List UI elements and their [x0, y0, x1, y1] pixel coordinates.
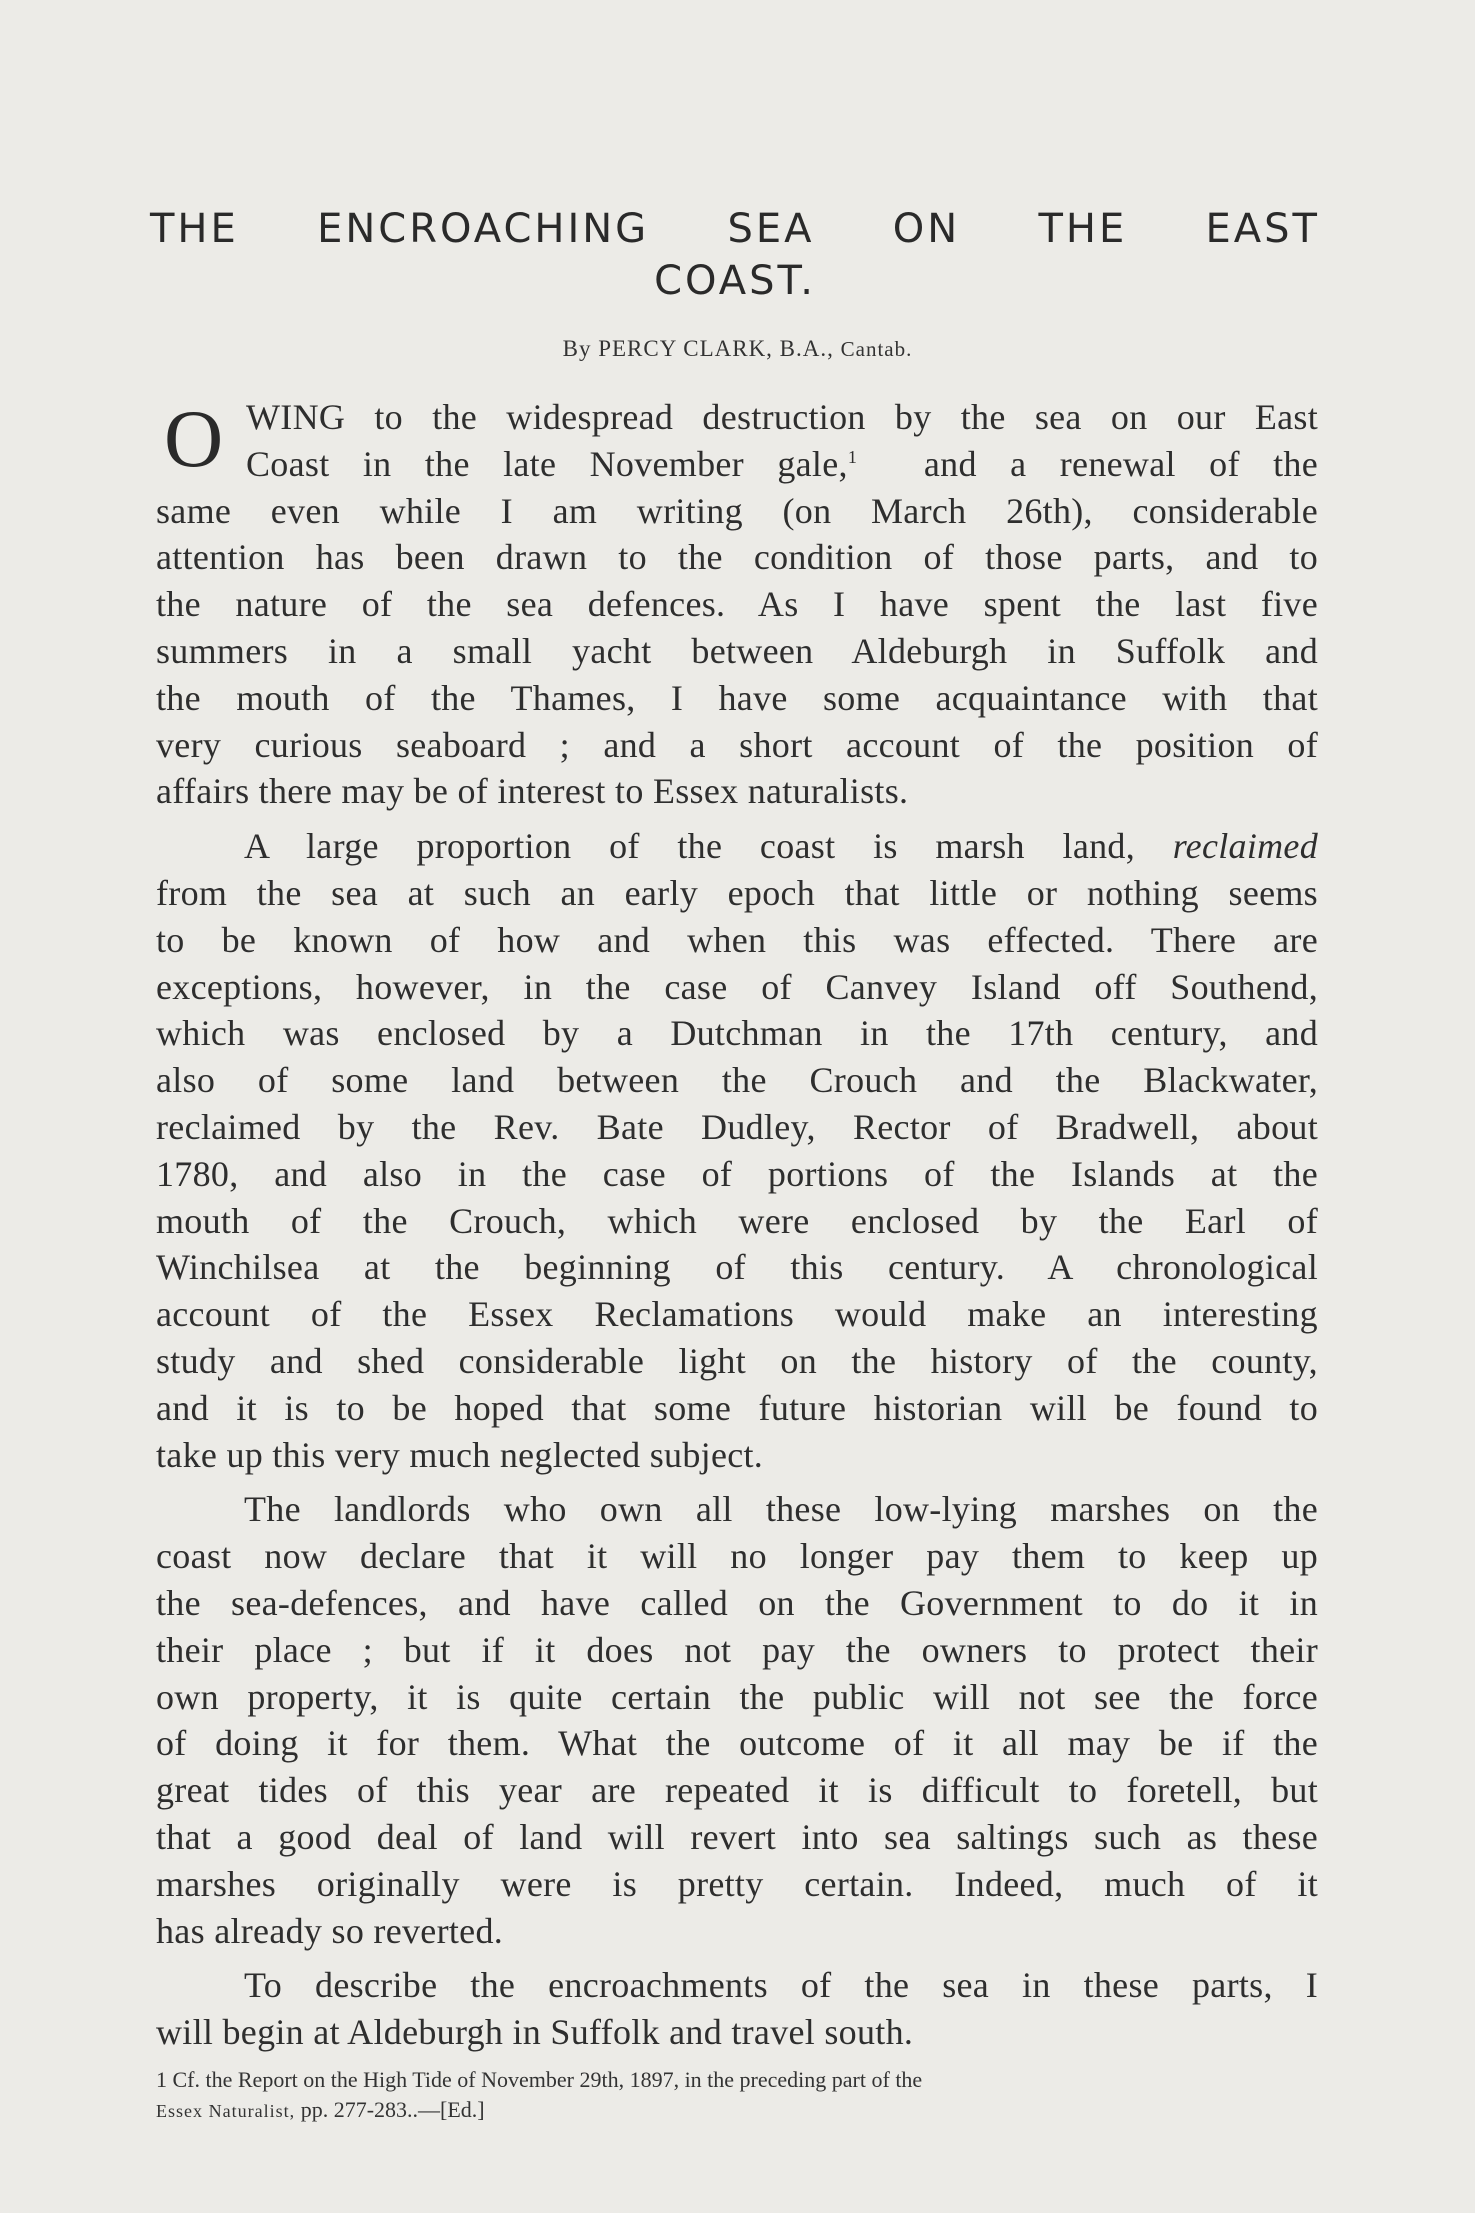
- text-line: of doing it for them. What the outcome of it all may be if the: [156, 1723, 1318, 1764]
- text-line: also of some land between the Crouch and the Blackwater,: [156, 1060, 1318, 1101]
- journal-name: Essex Naturalist,: [156, 2101, 296, 2121]
- paragraph-3: [156, 1486, 1318, 1954]
- article-title: [150, 203, 1320, 307]
- title-word: THE: [1038, 206, 1128, 252]
- text-line: same even while I am writing (on March 26th), considerable: [156, 490, 1318, 531]
- text-fragment: and a renewal of the: [923, 443, 1319, 484]
- text-fragment: Coast in the late November gale,: [246, 443, 848, 484]
- text-line: coast now declare that it will no longer pay them to keep up: [156, 1536, 1318, 1577]
- title-word: ENCROACHING: [317, 206, 650, 252]
- text-line: attention has been drawn to the condition of those parts, and to: [156, 537, 1318, 578]
- text-line: 1780, and also in the case of portions of the Islands at the: [156, 1153, 1318, 1194]
- title-word: THE: [150, 206, 239, 252]
- title-word: ON: [892, 206, 961, 252]
- text-line: the mouth of the Thames, I have some acquaintance with that: [156, 677, 1318, 718]
- text-line: marshes originally were is pretty certain. Indeed, much of it: [156, 1863, 1318, 1904]
- emphasis-text: reclaimed: [1172, 826, 1318, 867]
- byline-author: PERCY CLARK, B.A.,: [598, 336, 834, 361]
- byline-prefix: By: [562, 336, 592, 361]
- text-line: exceptions, however, in the case of Canvey Island off Southend,: [156, 966, 1318, 1007]
- title-line-1: [150, 203, 1320, 255]
- footnote-line: 1 Cf. the Report on the High Tide of November 29th, 1897, in the preceding part of the: [156, 2067, 923, 2092]
- text-line: great tides of this year are repeated it is difficult to foretell, but: [156, 1770, 1318, 1811]
- text-line: their place ; but if it does not pay the owners to protect their: [156, 1629, 1318, 1670]
- text-line: summers in a small yacht between Aldeburgh in Suffolk and: [156, 630, 1318, 671]
- footnote-ref: 1: [847, 446, 858, 467]
- text-fragment: A large proportion of the coast is marsh land,: [244, 826, 1135, 867]
- text-line: which was enclosed by a Dutchman in the 17th century, and: [156, 1013, 1318, 1054]
- text-line: affairs there may be of interest to Essex naturalists.: [156, 771, 909, 812]
- title-word: EAST: [1205, 206, 1320, 252]
- footnote-line: [156, 2095, 1316, 2126]
- text-line: to be known of how and when this was effected. There are: [156, 919, 1318, 960]
- article-body: [156, 394, 1318, 2056]
- text-line: will begin at Aldeburgh in Suffolk and travel south.: [156, 2012, 914, 2053]
- text-line: [156, 823, 1318, 870]
- text-line: very curious seaboard ; and a short account of the position of: [156, 724, 1318, 765]
- text-line: from the sea at such an early epoch that little or nothing seems: [156, 872, 1318, 913]
- text-line: account of the Essex Reclamations would make an interesting: [156, 1294, 1318, 1335]
- text-line: The landlords who own all these low-lying marshes on the: [244, 1489, 1318, 1530]
- text-line: that a good deal of land will revert into sea saltings such as these: [156, 1816, 1318, 1857]
- text-line: mouth of the Crouch, which were enclosed by the Earl of: [156, 1200, 1318, 1241]
- text-line: WING to the widespread destruction by the sea on our East: [246, 397, 1318, 437]
- byline: [0, 336, 1475, 362]
- text-line: reclaimed by the Rev. Bate Dudley, Rector of Bradwell, about: [156, 1106, 1318, 1147]
- text-line: the nature of the sea defences. As I have spent the last five: [156, 584, 1318, 625]
- paragraph-1: [156, 394, 1318, 815]
- text-line: own property, it is quite certain the public will not see the force: [156, 1676, 1318, 1717]
- text-line: take up this very much neglected subject.: [156, 1434, 764, 1475]
- paragraph-2: [156, 823, 1318, 1478]
- text-line: has already so reverted.: [156, 1910, 504, 1951]
- title-word: SEA: [727, 206, 815, 252]
- title-line-2: COAST.: [654, 258, 816, 304]
- text-line: and it is to be hoped that some future historian will be found to: [156, 1387, 1318, 1428]
- paragraph-4: [156, 1962, 1318, 2056]
- text-fragment: pp. 277-283..—[Ed.]: [300, 2097, 485, 2122]
- text-line: [156, 441, 1318, 488]
- drop-cap: O: [164, 393, 224, 484]
- footnote: [156, 2065, 1316, 2126]
- text-line: study and shed considerable light on the history of the county,: [156, 1340, 1318, 1381]
- text-line: the sea-defences, and have called on the Government to do it in: [156, 1582, 1318, 1623]
- text-line: Winchilsea at the beginning of this century. A chronological: [156, 1247, 1318, 1288]
- text-line: To describe the encroachments of the sea in these parts, I: [244, 1965, 1318, 2006]
- byline-affiliation: Cantab.: [840, 337, 913, 361]
